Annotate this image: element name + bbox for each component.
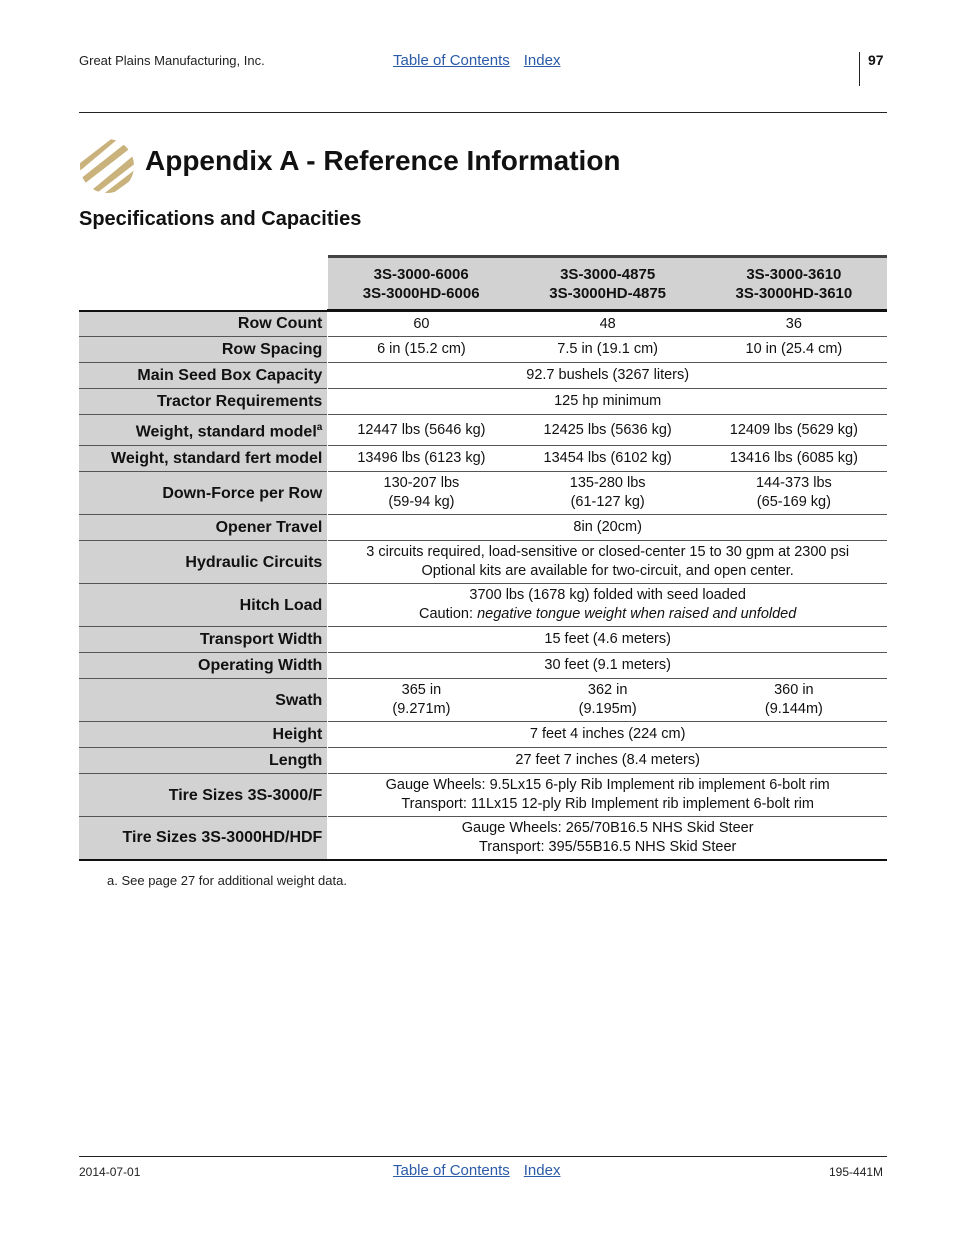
spec-table — [79, 255, 887, 861]
cell-value: 13454 lbs (6102 kg) — [543, 450, 672, 466]
row-label: Height — [79, 722, 328, 748]
cell-value: 360 in (9.144m) — [764, 682, 823, 717]
cell-value: 130-207 lbs (59-94 kg) — [383, 475, 460, 510]
toc-link[interactable]: Table of Contents — [393, 1162, 510, 1179]
header-rule — [79, 112, 887, 113]
row-label: Hitch Load — [79, 584, 328, 627]
cell-value: 13496 lbs (6123 kg) — [357, 450, 486, 466]
cell-value: 7.5 in (19.1 cm) — [557, 341, 659, 357]
cell-value: 7 feet 4 inches (224 cm) — [529, 726, 686, 742]
cell-value: 12425 lbs (5636 kg) — [543, 421, 672, 438]
cell-value: 10 in (25.4 cm) — [745, 341, 843, 357]
cell-value: 12409 lbs (5629 kg) — [729, 421, 858, 438]
table-row — [79, 653, 887, 679]
cell-value: 135-280 lbs (61-127 kg) — [569, 475, 646, 510]
table-header-row — [79, 257, 887, 311]
cell-value: 144-373 lbs (65-169 kg) — [755, 475, 832, 510]
cell-value: 27 feet 7 inches (8.4 meters) — [515, 752, 700, 768]
table-row — [79, 774, 887, 817]
row-label: Operating Width — [79, 653, 328, 679]
row-label: Main Seed Box Capacity — [79, 363, 328, 389]
great-plains-logo-icon — [79, 137, 135, 195]
cell-value: 362 in (9.195m) — [578, 682, 637, 717]
cell-value: 60 — [413, 315, 430, 332]
row-label: Down-Force per Row — [79, 472, 328, 515]
table-row — [79, 748, 887, 774]
cell-value: 30 feet (9.1 meters) — [544, 657, 671, 673]
footnote: a. See page 27 for additional weight data. — [107, 873, 347, 888]
footer-nav — [393, 1162, 574, 1179]
page-number: 97 — [868, 52, 884, 68]
cell-value: 3 circuits required, load-sensitive or closed-center 15 to 30 gpm at 2300 psi Optional kits are available for two-circuit, and open center. — [366, 544, 850, 579]
table-row — [79, 817, 887, 860]
column-header: 3S-3000-6006 3S-3000HD-6006 — [328, 257, 515, 311]
table-row — [79, 584, 887, 627]
cell-value: 36 — [785, 315, 802, 332]
footnote-ref: a — [316, 422, 323, 434]
table-row — [79, 541, 887, 584]
company-name: Great Plains Manufacturing, Inc. — [79, 53, 265, 68]
row-label: Tire Sizes 3S-3000/F — [79, 774, 328, 817]
table-row — [79, 389, 887, 415]
page-title: Appendix A - Reference Information — [145, 145, 621, 176]
table-row — [79, 415, 887, 446]
index-link[interactable]: Index — [523, 52, 561, 69]
column-header: 3S-3000-4875 3S-3000HD-4875 — [515, 257, 701, 311]
section-title: Specifications and Capacities — [79, 208, 362, 230]
index-link[interactable]: Index — [523, 1162, 561, 1179]
row-label: Length — [79, 748, 328, 774]
table-row — [79, 337, 887, 363]
cell-value: Gauge Wheels: 9.5Lx15 6-ply Rib Implement rib implement 6-bolt rim Transport: 11Lx15 12-ply Rib Implement rib implement 6-bolt rim — [385, 777, 830, 812]
footer-date: 2014-07-01 — [79, 1165, 141, 1179]
row-label: Weight, standard model$^a$ — [79, 415, 328, 446]
table-row — [79, 722, 887, 748]
cell-value: 365 in (9.271m) — [392, 682, 451, 717]
row-label: Opener Travel — [79, 515, 328, 541]
header-blank-cell — [79, 257, 328, 311]
row-label: Tire Sizes 3S-3000HD/HDF — [79, 817, 328, 860]
row-label: Row Count — [79, 311, 328, 337]
table-row — [79, 446, 887, 472]
table-row — [79, 679, 887, 722]
table-row — [79, 472, 887, 515]
toc-link[interactable]: Table of Contents — [393, 52, 510, 69]
header-nav — [393, 52, 574, 69]
table-row — [79, 627, 887, 653]
column-header: 3S-3000-3610 3S-3000HD-3610 — [701, 257, 887, 311]
document-number: 195-441M — [829, 1165, 884, 1179]
cell-value: 92.7 bushels (3267 liters) — [526, 367, 690, 383]
row-label: Row Spacing — [79, 337, 328, 363]
cell-value: 6 in (15.2 cm) — [377, 341, 466, 357]
cell-value: 48 — [599, 315, 616, 332]
cell-value: 12447 lbs (5646 kg) — [357, 421, 486, 438]
table-row — [79, 311, 887, 337]
row-label: Transport Width — [79, 627, 328, 653]
row-label: Hydraulic Circuits — [79, 541, 328, 584]
cell-value: 3700 lbs (1678 kg) folded with seed loaded Caution: negative tongue weight when raised and unfolded — [419, 587, 797, 622]
cell-value: 13416 lbs (6085 kg) — [729, 450, 858, 466]
cell-value: 15 feet (4.6 meters) — [544, 631, 671, 647]
row-label: Swath — [79, 679, 328, 722]
cell-value: 8in (20cm) — [573, 519, 642, 535]
caution-text: negative tongue weight when raised and unfolded — [477, 606, 797, 622]
table-row — [79, 363, 887, 389]
cell-value: Gauge Wheels: 265/70B16.5 NHS Skid Steer Transport: 395/55B16.5 NHS Skid Steer — [461, 819, 754, 855]
header-divider — [859, 52, 860, 86]
table-row — [79, 515, 887, 541]
footer-rule — [79, 1156, 887, 1157]
row-label: Weight, standard fert model — [79, 446, 328, 472]
row-label: Tractor Requirements — [79, 389, 328, 415]
cell-value: 125 hp minimum — [554, 393, 662, 409]
